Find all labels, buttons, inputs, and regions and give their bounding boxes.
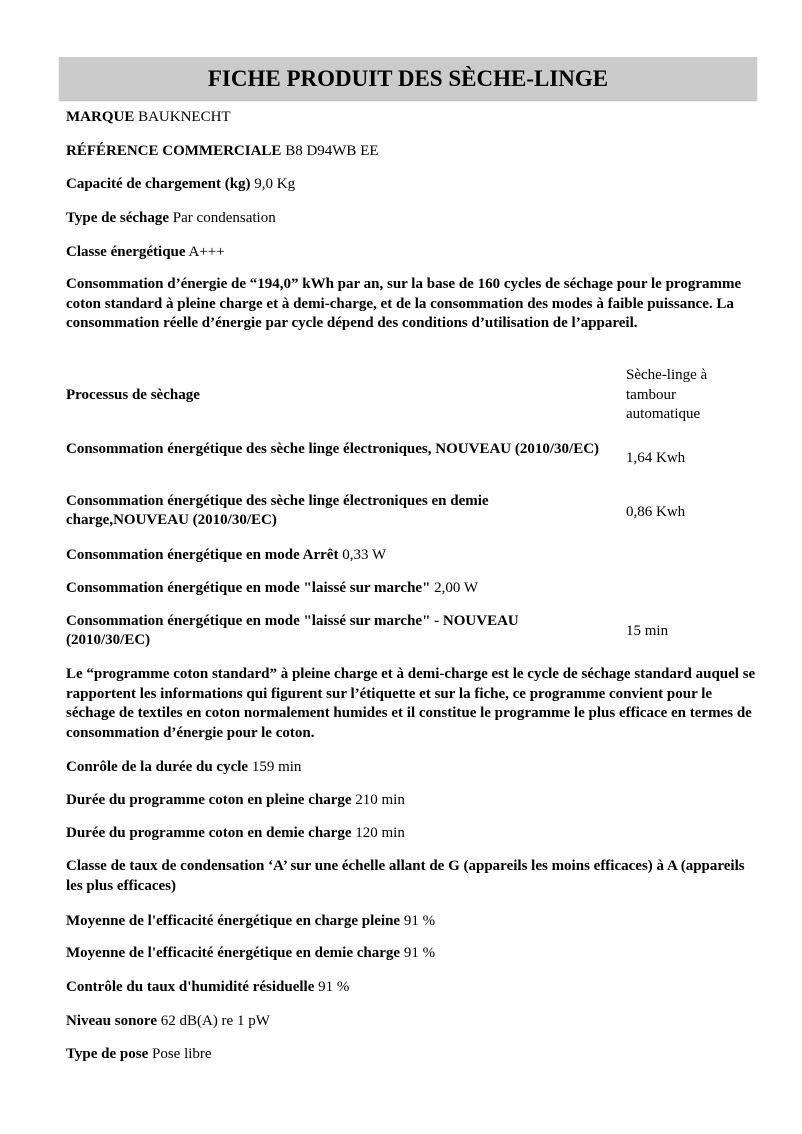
energy-class-field — [66, 242, 756, 262]
efficiency-half-value: 91 % — [403, 945, 436, 961]
half-load-consumption-value: 0,86 Kwh — [626, 504, 686, 520]
energy-class-value: A+++ — [188, 244, 225, 260]
full-load-duration-value: 210 min — [355, 792, 405, 808]
noise-level-label: Niveau sonore — [66, 1013, 157, 1029]
efficiency-full-label: Moyenne de l'efficacité énergétique en charge pleine — [66, 913, 401, 929]
off-mode-field — [66, 545, 756, 565]
capacity-value: 9,0 Kg — [254, 176, 296, 192]
efficiency-full-field — [66, 911, 756, 931]
capacity-field — [66, 174, 756, 194]
full-load-consumption-value: 1,64 Kwh — [626, 450, 686, 466]
drying-type-field — [66, 208, 756, 228]
condensation-class-statement: Classe de taux de condensation ‘A’ sur une échelle allant de G (appareils les moins efficaces) à A (appareils les plus efficaces) — [66, 858, 745, 894]
noise-level-field — [66, 1011, 756, 1031]
left-on-field — [66, 578, 756, 598]
process-label: Processus de sèchage — [66, 387, 200, 403]
left-on-value: 2,00 W — [434, 580, 479, 596]
brand-label: MARQUE — [66, 109, 135, 125]
half-load-consumption-label: Consommation énergétique des sèche linge électroniques en demie charge,NOUVEAU (2010/30/EC) — [66, 493, 489, 528]
humidity-control-value: 91 % — [318, 979, 350, 995]
efficiency-half-field — [66, 943, 756, 963]
brand-field — [66, 107, 756, 127]
full-load-consumption-label: Consommation énergétique des sèche linge électroniques, NOUVEAU (2010/30/EC) — [66, 441, 600, 457]
full-load-duration-label: Durée du programme coton en pleine charge — [66, 792, 352, 808]
left-on-duration-label: Consommation énergétique en mode "laissé sur marche" - NOUVEAU (2010/30/EC) — [66, 613, 519, 648]
installation-type-field — [66, 1044, 756, 1064]
off-mode-value: 0,33 W — [342, 547, 387, 563]
half-load-duration-label: Durée du programme coton en demie charge — [66, 825, 352, 841]
noise-level-value: 62 dB(A) re 1 pW — [160, 1013, 270, 1029]
energy-consumption-statement: Consommation d’énergie de “194,0” kWh par an, sur la base de 160 cycles de séchage pour le programme coton standard à pleine charge et à demi-charge, et de la consommation des modes à faible puissance. La consommation réelle d’énergie par cycle dépend des conditions d’utilisation de l’appareil. — [66, 276, 742, 331]
drying-type-value: Par condensation — [172, 210, 276, 226]
standard-programme-statement: Le “programme coton standard” à pleine charge et à demi-charge est le cycle de séchage standard auquel se rapportent les informations qui figurent sur l’étiquette et sur la fiche, ce programme convient pour le séchage de textiles en coton normalement humides et il constitue le programme le plus efficace en termes de consommation d’énergie pour le coton. — [66, 666, 756, 741]
efficiency-full-value: 91 % — [403, 913, 436, 929]
half-load-duration-value: 120 min — [355, 825, 405, 841]
humidity-control-field — [66, 977, 756, 997]
left-on-label: Consommation énergétique en mode "laissé sur marche" — [66, 580, 431, 596]
reference-value: B8 D94WB EE — [285, 143, 379, 159]
cycle-control-value: 159 min — [251, 759, 302, 775]
energy-class-label: Classe énergétique — [66, 244, 186, 260]
half-load-duration-field — [66, 823, 756, 843]
humidity-control-label: Contrôle du taux d'humidité résiduelle — [66, 979, 315, 995]
installation-type-label: Type de pose — [66, 1046, 149, 1062]
drying-type-label: Type de séchage — [66, 210, 170, 226]
reference-field — [66, 141, 756, 161]
cycle-control-label: Conrôle de la durée du cycle — [66, 759, 249, 775]
process-value: Sèche-linge à tambour automatique — [626, 367, 708, 422]
efficiency-half-label: Moyenne de l'efficacité énergétique en demie charge — [66, 945, 401, 961]
reference-label: RÉFÉRENCE COMMERCIALE — [66, 143, 282, 159]
off-mode-label: Consommation énergétique en mode Arrêt — [66, 547, 339, 563]
full-load-duration-field — [66, 790, 756, 810]
capacity-label: Capacité de chargement (kg) — [66, 176, 251, 192]
left-on-duration-value: 15 min — [626, 623, 669, 639]
page-title: FICHE PRODUIT DES SÈCHE-LINGE — [59, 57, 757, 100]
installation-type-value: Pose libre — [151, 1046, 212, 1062]
cycle-control-field — [66, 757, 756, 777]
brand-value: BAUKNECHT — [138, 109, 231, 125]
